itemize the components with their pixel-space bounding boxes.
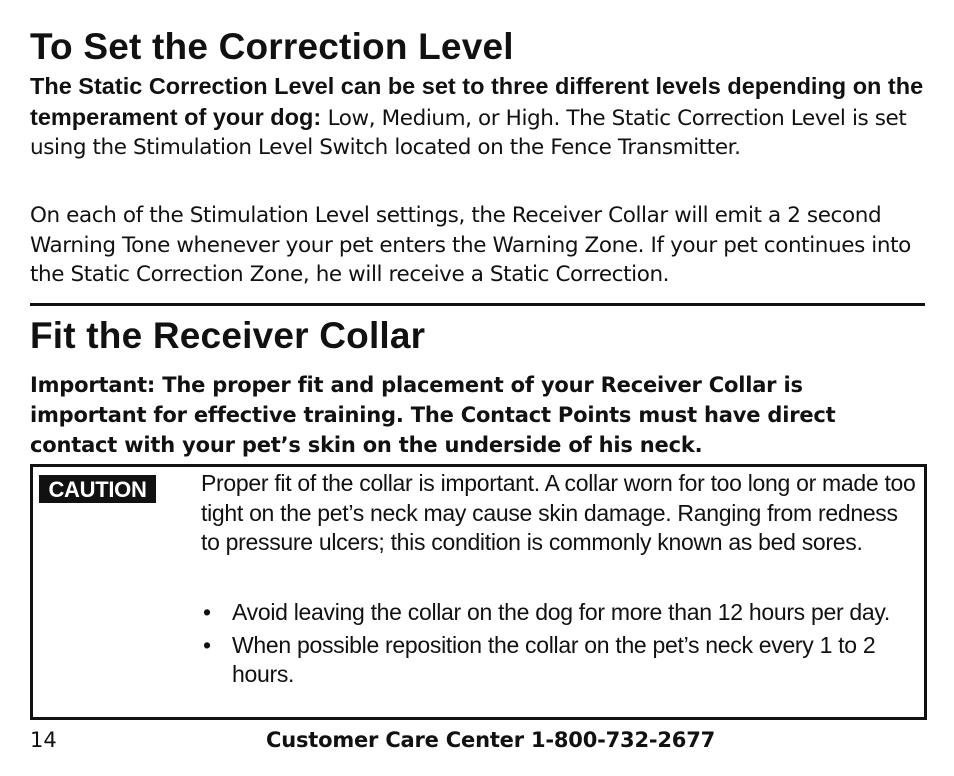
section-title-fit-collar: Fit the Receiver Collar bbox=[30, 315, 426, 356]
bullet-icon: • bbox=[203, 599, 211, 625]
important-note: Important: The proper fit and placement of your Receiver Collar is important for effective training. The Contact Points must have direct contact with your pet’s skin on the underside of his neck. bbox=[30, 373, 836, 457]
correction-level-paragraph bbox=[30, 72, 925, 163]
bullet-icon: • bbox=[203, 632, 211, 658]
correction-level-details: Low, Medium, or High. The Static Correction Level is set using the Stimulation Level Switch located on the Fence Transmitter. bbox=[30, 105, 907, 160]
bullet-text: When possible reposition the collar on the pet’s neck every 1 to 2 hours. bbox=[232, 632, 876, 687]
manual-page bbox=[30, 0, 925, 776]
page-number: 14 bbox=[30, 728, 57, 752]
caution-box bbox=[30, 464, 927, 720]
customer-care-line: Customer Care Center 1-800-732-2677 bbox=[266, 728, 716, 752]
section-divider bbox=[30, 303, 925, 306]
list-item bbox=[201, 631, 916, 689]
list-item bbox=[201, 598, 916, 627]
caution-bullet-list bbox=[201, 598, 916, 693]
caution-text: Proper fit of the collar is important. A collar worn for too long or made too tight on the pet’s neck may cause skin damage. Ranging from redness to pressure ulcers; this condition is commonly known as bed sores. bbox=[201, 470, 916, 555]
correction-level-lead: The Static Correction Level can be set to three different levels depending on the temperament of your dog: bbox=[30, 73, 924, 130]
section-title-correction-level: To Set the Correction Level bbox=[30, 26, 514, 67]
bullet-text: Avoid leaving the collar on the dog for more than 12 hours per day. bbox=[232, 599, 890, 625]
caution-badge: CAUTION bbox=[39, 475, 156, 503]
warning-tone-paragraph: On each of the Stimulation Level settings, the Receiver Collar will emit a 2 second Warning Tone whenever your pet enters the Warning Zone. If your pet continues into the Static Correction Zone, he will receive a Static Correction. bbox=[30, 203, 911, 287]
